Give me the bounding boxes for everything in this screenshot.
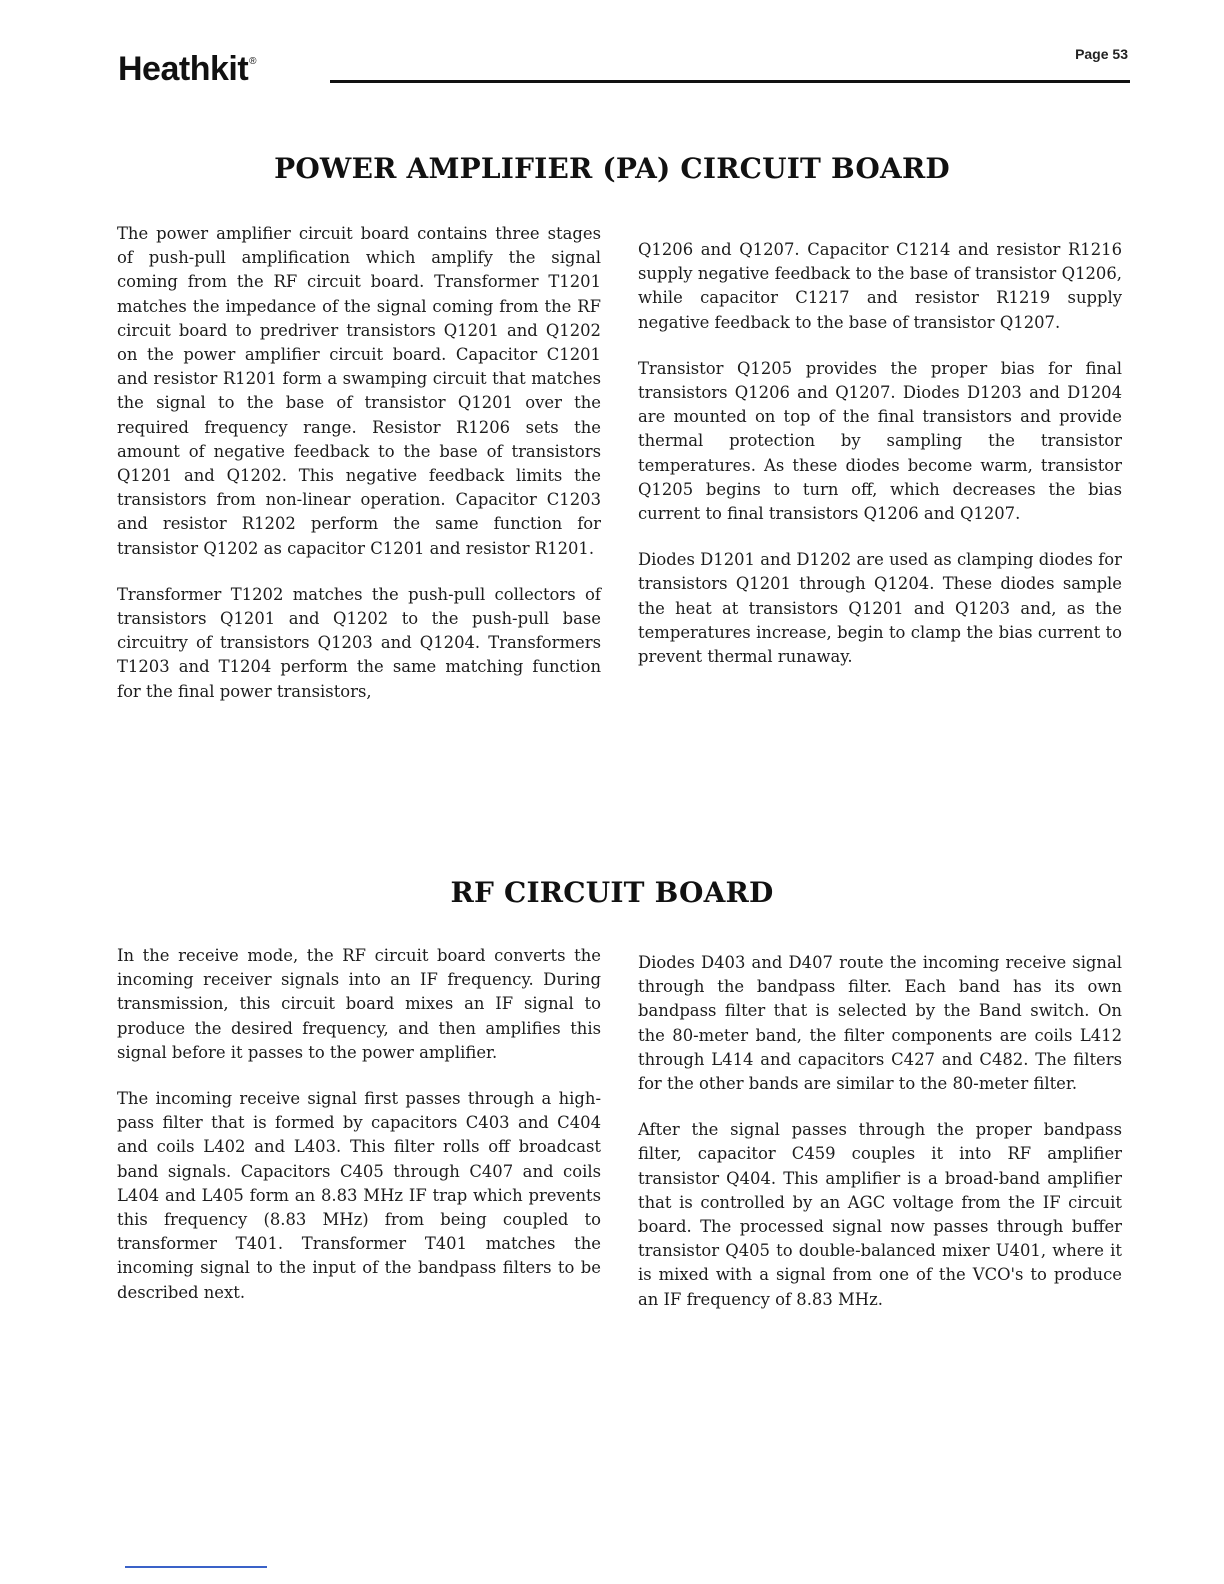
rf-right-paragraph-1: Diodes D403 and D407 route the incoming receive signal through the bandpass filter. Each band has its own bandpass filter that is selected by the Band switch. On the 80-meter band, the filter components are coils L412 through L414 and capacitors C427 and C482. The filters for the other bands are similar to the 80-meter filter. [638,953,1122,1094]
brand-logo [118,50,256,89]
pa-right-paragraph-1: Q1206 and Q1207. Capacitor C1214 and resistor R1216 supply negative feedback to the base of transistor Q1206, while capacitor C1217 and resistor R1219 supply negative feedback to the base of transistor Q1207. [638,240,1122,332]
rf-left-paragraph-2: The incoming receive signal first passes through a high-pass filter that is formed by capacitors C403 and C404 and coils L402 and L403. This filter rolls off broadcast band signals. Capacitors C405 through C407 and coils L404 and L405 form an 8.83 MHz IF trap which prevents this frequency (8.83 MHz) from being coupled to transformer T401. Transformer T401 matches the incoming signal to the input of the bandpass filters to be described next. [117,1089,601,1302]
pa-right-paragraph-3: Diodes D1201 and D1202 are used as clamping diodes for transistors Q1201 through Q1204. These diodes sample the heat at transistors Q1201 and Q1203 and, as the temperatures increase, begin to clamp the bias current to prevent thermal runaway. [638,550,1122,667]
registered-mark: ® [249,56,257,67]
pa-right-paragraph-2: Transistor Q1205 provides the proper bias for final transistors Q1206 and Q1207. Diodes D1203 and D1204 are mounted on top of the final transistors and provide thermal protection by sampling the transistor temperatures. As these diodes become warm, transistor Q1205 begins to turn off, which decreases the bias current to final transistors Q1206 and Q1207. [638,358,1122,524]
pa-left-paragraph-1: The power amplifier circuit board contains three stages of push-pull amplification which amplify the signal coming from the RF circuit board. Transformer T1201 matches the impedance of the signal coming from the RF circuit board to predriver transistors Q1201 and Q1202 on the power amplifier circuit board. Capacitor C1201 and resistor R1201 form a swamping circuit that matches the signal to the base of transistor Q1201 over the required frequency range. Resistor R1206 sets the amount of negative feedback to the base of transistors Q1201 and Q1202. This negative feedback limits the transistors from non-linear operation. Capacitor C1203 and resistor R1202 perform the same function for transistor Q1202 as capacitor C1201 and resistor R1201. [117,224,601,558]
rf-right-column [638,951,1122,1334]
header-rule [330,80,1130,83]
page-number: Page 53 [1075,46,1128,62]
pa-right-column [638,238,1122,691]
bottom-link-underline[interactable] [125,1566,267,1568]
rf-left-paragraph-1: In the receive mode, the RF circuit board converts the incoming receiver signals into an IF frequency. During transmission, this circuit board mixes an IF signal to produce the desired frequency, and then amplifies this signal before it passes to the power amplifier. [117,946,601,1062]
brand-name: Heathkit [118,50,249,88]
rf-right-paragraph-2: After the signal passes through the proper bandpass filter, capacitor C459 couples it into RF amplifier transistor Q404. This amplifier is a broad-band amplifier that is controlled by an AGC voltage from the IF circuit board. The processed signal now passes through buffer transistor Q405 to double-balanced mixer U401, where it is mixed with a signal from one of the VCO's to produce an IF frequency of 8.83 MHz. [638,1120,1122,1309]
rf-section-title: RF CIRCUIT BOARD [450,876,774,909]
pa-left-paragraph-2: Transformer T1202 matches the push-pull collectors of transistors Q1201 and Q1202 to the push-pull base circuitry of transistors Q1203 and Q1204. Transformers T1203 and T1204 perform the same matching function for the final power transistors, [117,584,601,701]
pa-section-title: POWER AMPLIFIER (PA) CIRCUIT BOARD [274,152,950,185]
rf-left-column [117,944,601,1327]
pa-left-column [117,222,601,726]
